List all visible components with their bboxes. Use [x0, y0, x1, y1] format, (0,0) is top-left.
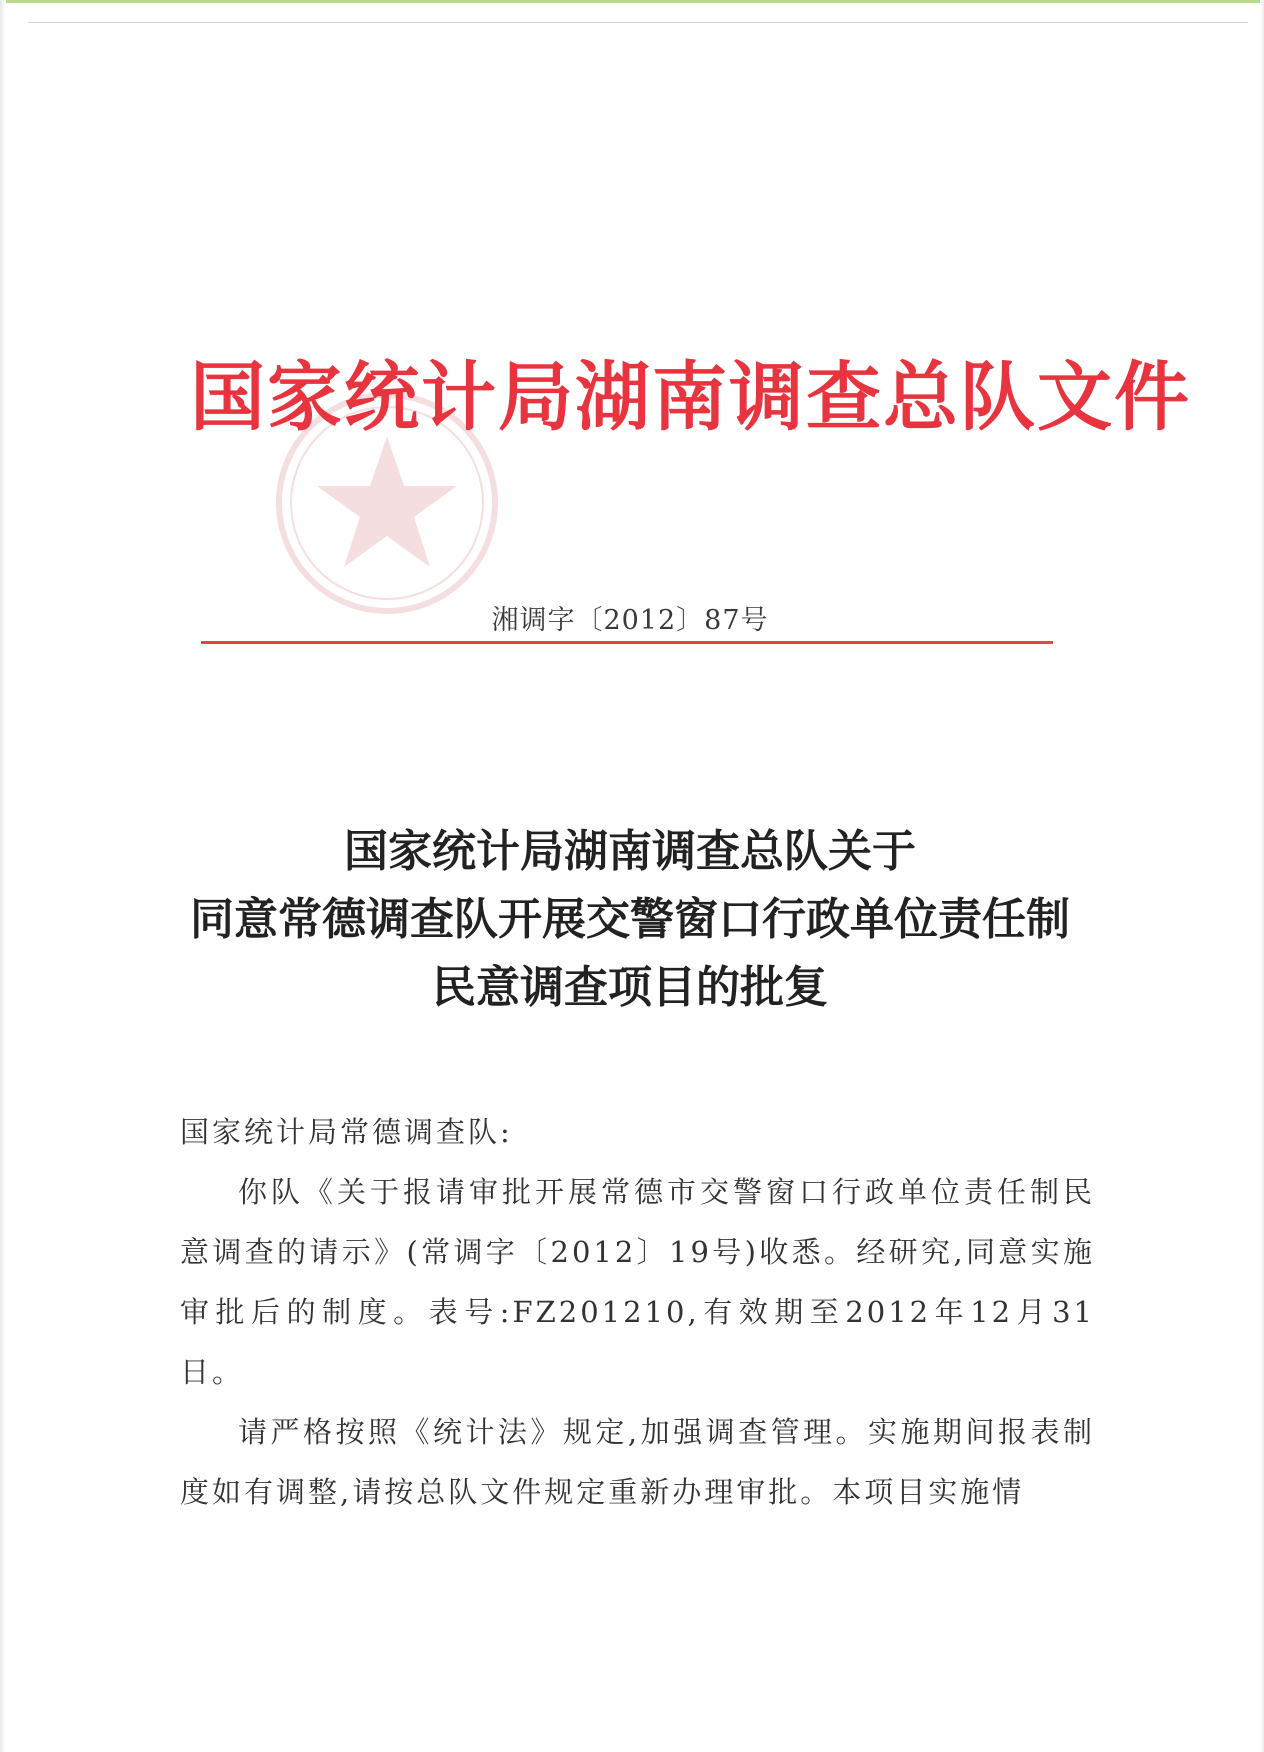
issuing-org-header: 国家统计局湖南调查总队文件 — [190, 353, 1192, 441]
salutation: 国家统计局常德调查队: — [180, 1115, 513, 1149]
scan-line-top — [28, 22, 1248, 23]
document-number: 湘调字〔2012〕87号 — [491, 605, 769, 636]
document-body — [180, 1102, 1095, 1522]
title-line: 民意调查项目的批复 — [432, 962, 828, 1013]
scan-edge-left — [0, 0, 6, 1752]
title-line: 同意常德调查队开展交警窗口行政单位责任制 — [190, 894, 1070, 945]
scan-edge-right — [1260, 0, 1264, 1752]
title-line: 国家统计局湖南调查总队关于 — [344, 826, 916, 877]
scan-edge-top — [0, 0, 1264, 3]
header-divider — [201, 641, 1053, 644]
body-paragraph: 你队《关于报请审批开展常德市交警窗口行政单位责任制民意调查的请示》(常调字〔2012〕19号)收悉。经研究,同意实施审批后的制度。表号:FZ201210,有效期至2012年12月31日。 — [180, 1175, 1095, 1389]
document-title — [150, 818, 1110, 1022]
body-paragraph: 请严格按照《统计法》规定,加强调查管理。实施期间报表制度如有调整,请按总队文件规定重新办理审批。本项目实施情 — [180, 1415, 1095, 1509]
